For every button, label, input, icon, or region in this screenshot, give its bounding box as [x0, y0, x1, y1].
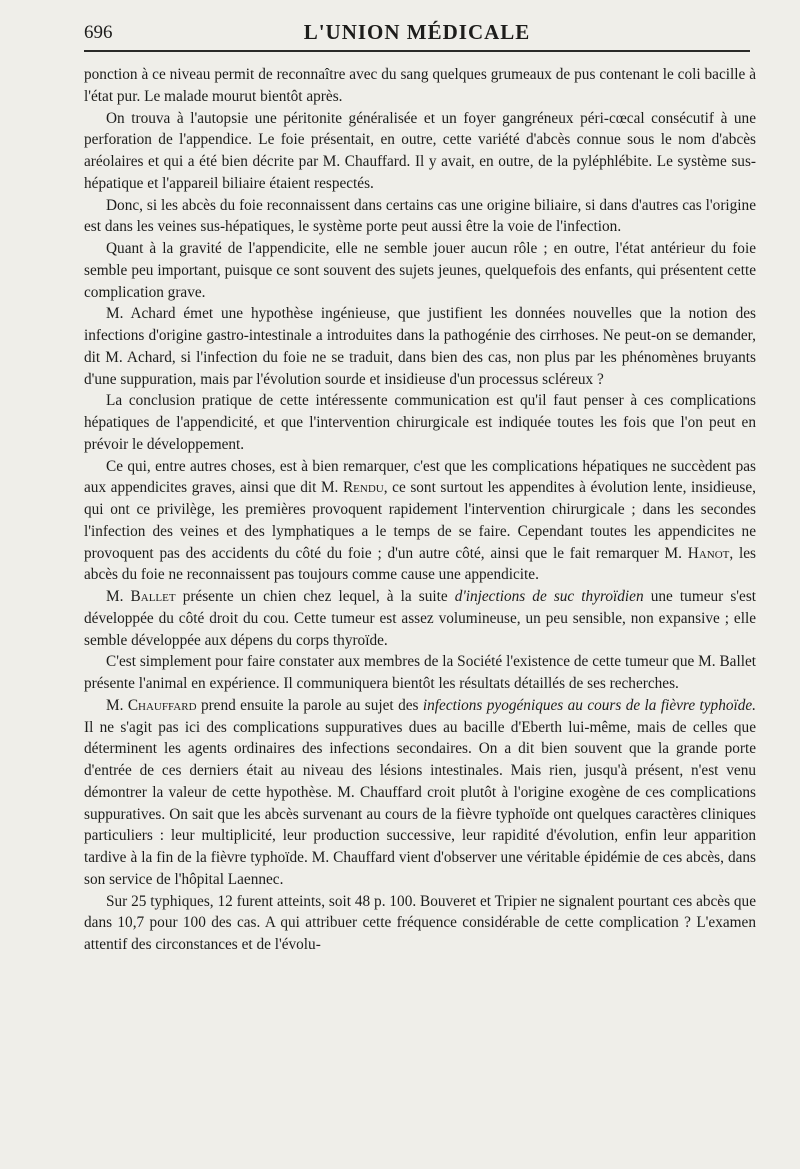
author-name: Hanot — [687, 544, 730, 562]
text-run: présente un chien chez lequel, à la suite — [182, 588, 448, 605]
italic-text: d'injections de suc thyroïdien — [454, 588, 644, 605]
text-run: , les abcès du foie ne reconnaissent pas toujours comme cause une appendicite. — [84, 544, 756, 584]
text-run: prend ensuite la parole au sujet des — [200, 696, 419, 714]
paragraph: Quant à la gravité de l'appendicite, elle ne semble jouer aucun rôle ; en outre, l'état antérieur du foie semble peu important, puisque ce sont souvent des sujets jeunes, quelquefois des enfants, qui présentent cette complication grave. — [84, 240, 756, 301]
paragraph: C'est simplement pour faire constater aux membres de la Société l'existence de cette tumeur que M. Ballet présente l'animal en expérience. Il communiquera bientôt les résultats détaillés de ses recherches. — [84, 653, 756, 692]
text-run: Ce qui, entre autres choses, est à bien remarquer, c'est que les complications hépatiques ne succèdent pas aux appendicites graves, ainsi que dit M. — [84, 457, 756, 497]
author-name: Rendu — [342, 479, 384, 497]
author-name: Ballet — [130, 588, 176, 605]
journal-title: L'UNION MÉDICALE — [303, 20, 531, 44]
text-run: Il ne s'agit pas ici des complications suppuratives dues au bacille d'Eberth lui-même, mais de celles que déterminent les agents ordinaires des infections secondaires. On a dit bien souvent que la grande porte d'entrée de ces derniers était au niveau des lésions intestinales. Mais rien, jusqu'à présent, n'est venu démontrer la valeur de cette hypothèse. M. Chauffard croit plutôt à l'origine exogène de ces complications suppuratives. On sait que les abcès survenant au cours de la fièvre typhoïde ont quelques caractères cliniques particuliers : leur multiplicité, leur production successive, leur rapidité d'évolution, enfin leur apparition tardive à la fin de la fièvre typhoïde. M. Chauffard vient d'observer une véritable épidémie de ces abcès, dans son service de l'hôpital Laennec. — [84, 718, 756, 888]
paragraph — [84, 695, 756, 891]
text-run: M. — [106, 696, 124, 714]
page-number: 696 — [84, 22, 113, 43]
paragraph: La conclusion pratique de cette intéressente communication est qu'il faut penser à ces complications hépatiques de l'appendicité, et que l'intervention chirurgicale est indiquée toutes les fois que l'on peut en prévoir le développement. — [84, 392, 756, 453]
header-rule — [84, 50, 750, 52]
paragraph: On trouva à l'autopsie une péritonite généralisée et un foyer gangréneux péri-cœcal consécutif à une perforation de l'appendice. Le foie présentait, en outre, cette variété d'abcès connue sous le nom d'abcès aréolaires et qui a été bien décrite par M. Chauffard. Il y avait, en outre, de la pyléphlébite. Le système sus-hépatique et l'appareil biliaire étaient respectés. — [84, 109, 756, 192]
text-run: M. — [106, 588, 124, 605]
text-run: une tumeur s'est développée du côté droit du cou. Cette tumeur est assez volumineuse, un peu sensible, non expansive ; elle semble développée aux dépens du corps thyroïde. — [84, 588, 757, 649]
author-name: Chauffard — [127, 696, 197, 714]
article-body — [84, 64, 756, 956]
text-run: , ce sont surtout les appendites à évolution lente, insidieuse, qui ont ce privilège, les premières provoquent rapidement l'intervention chirurgicale ; dans les secondes l'infection des veines et des lymphatiques a le temps de se faire. Cependant toutes les appendicites ne provoquent pas des accidents du côté du foie ; d'un autre côté, ainsi que le fait remarquer M. — [84, 479, 756, 562]
paragraph — [84, 586, 756, 651]
paragraph — [84, 456, 756, 587]
paragraph: Sur 25 typhiques, 12 furent atteints, soit 48 p. 100. Bouveret et Tripier ne signalent pourtant ces abcès que dans 10,7 pour 100 des cas. A qui attribuer cette fréquence considérable de cette complication ? L'examen attentif des circonstances et de l'évolu- — [84, 892, 756, 953]
italic-text: infections pyogéniques au cours de la fièvre typhoïde. — [422, 696, 757, 714]
paragraph: M. Achard émet une hypothèse ingénieuse, que justifient les données nouvelles que la notion des infections d'origine gastro-intestinale a introduites dans la pathogénie des cirrhoses. Ne peut-on se demander, dit M. Achard, si l'infection du foie ne se traduit, dans bien des cas, non plus par les phénomènes bruyants d'une suppuration, mais par l'évolution sourde et insidieuse d'un processus scléreux ? — [84, 305, 756, 388]
running-header — [84, 18, 750, 48]
paragraph: Donc, si les abcès du foie reconnaissent dans certains cas une origine biliaire, si dans d'autres cas l'origine est dans les veines sus-hépatiques, le système porte peut aussi être la voie de l'infection. — [84, 196, 756, 236]
paragraph: ponction à ce niveau permit de reconnaître avec du sang quelques grumeaux de pus contenant le coli bacille à l'état pur. Le malade mourut bientôt après. — [84, 66, 756, 105]
